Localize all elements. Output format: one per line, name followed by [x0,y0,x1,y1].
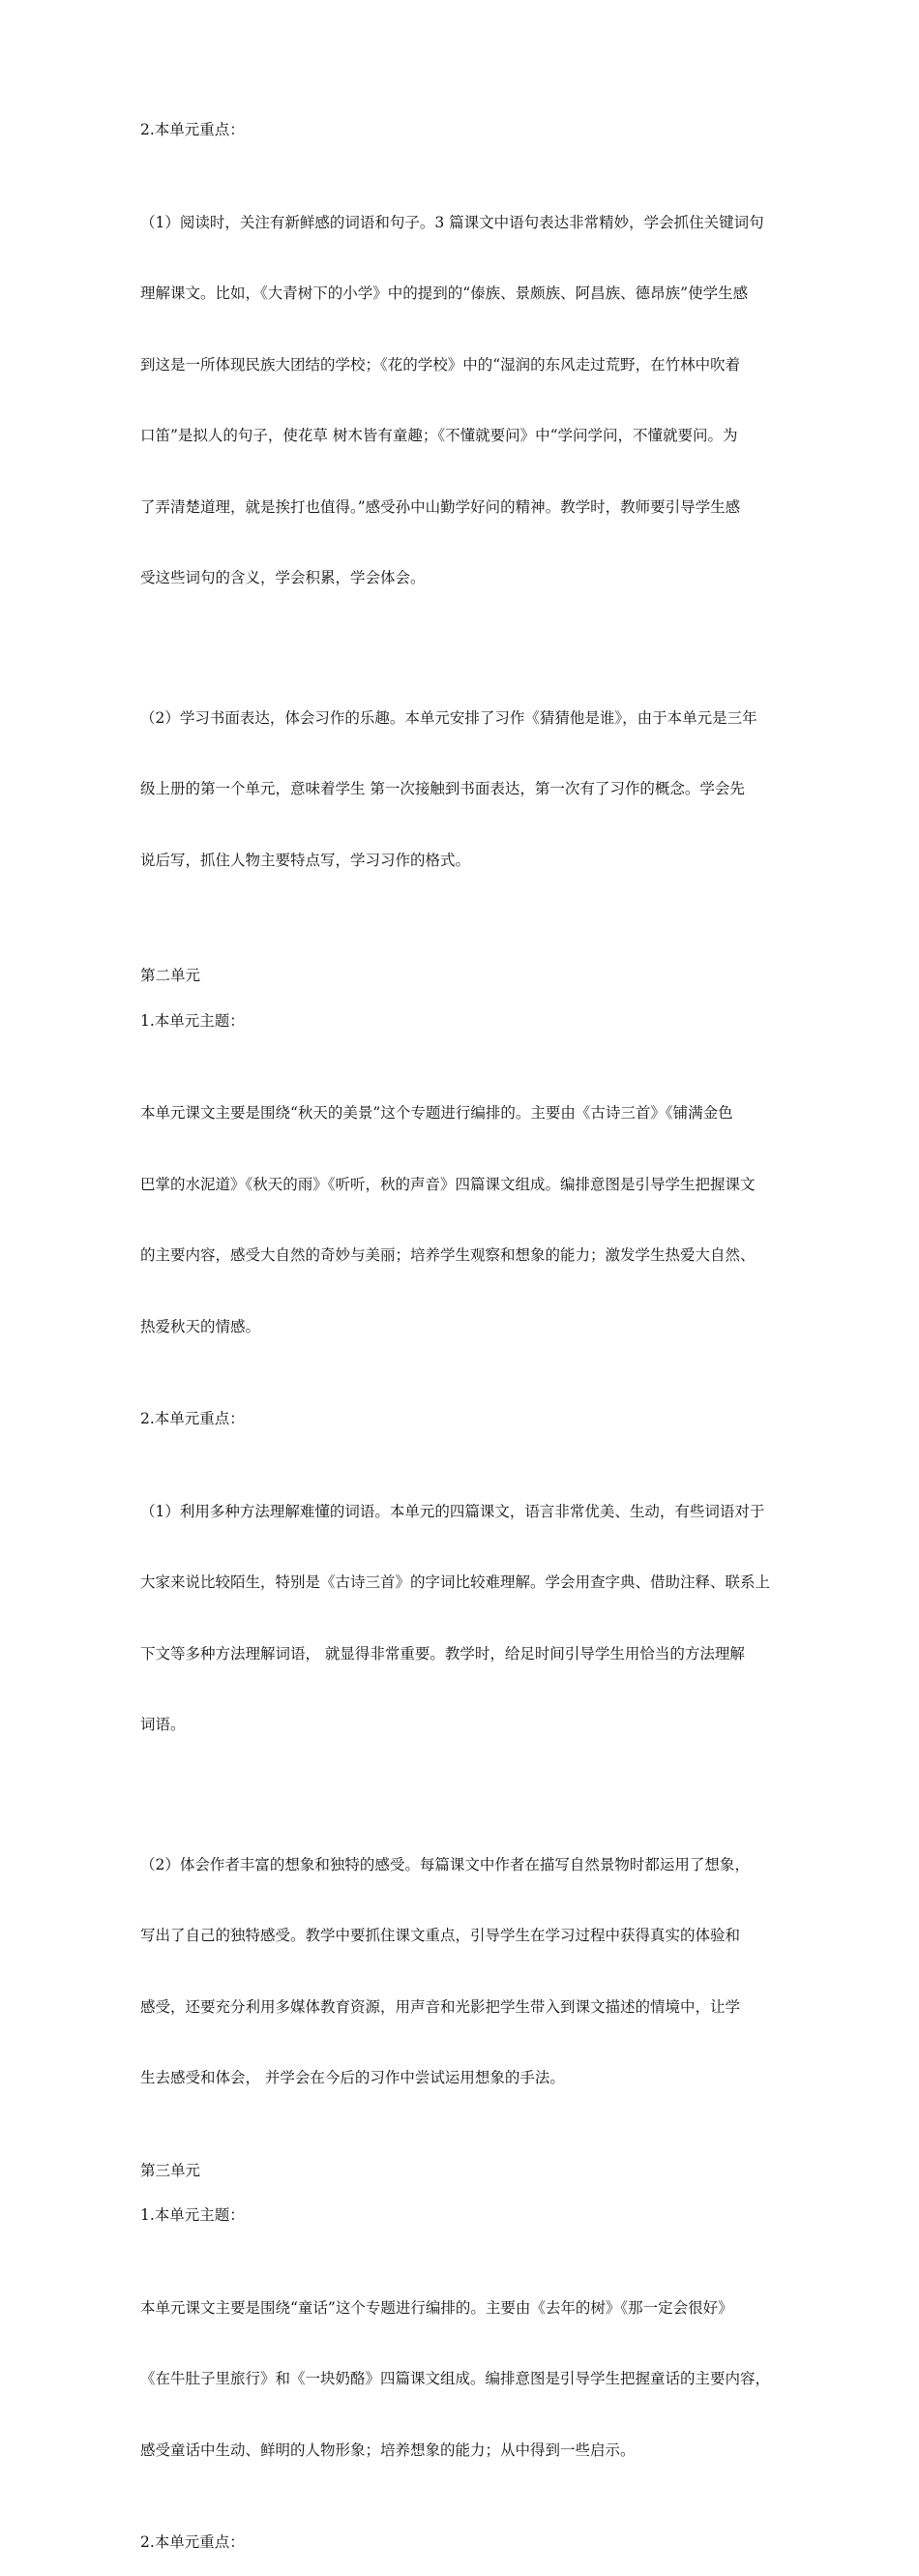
unit3-title: 第三单元 [140,2161,201,2179]
text-line: 口笛”是拟人的句子，使花草 树木皆有童趣；《不懂就要问》中“学问学问，不懂就要问。为 [140,427,738,444]
text-line: 本单元课文主要是围绕“秋天的美景”这个专题进行编排的。主要由《古诗三首》《铺满金色 [140,1104,733,1122]
unit2-theme-paragraph [140,1054,784,1386]
unit1-key-heading: 2.本单元重点： [140,121,245,138]
text-line: 到这是一所体现民族大团结的学校；《花的学校》中的“湿润的东风走过荒野，在竹林中吹着 [140,355,741,374]
text-line: 级上册的第一个单元，意味着学生 第一次接触到书面表达，第一次有了习作的概念。学会先 [140,780,745,797]
unit3-theme-heading: 1.本单元主题： [140,2206,245,2224]
text-line: 理解课文。比如，《大青树下的小学》中的提到的“傣族、景颇族、阿昌族、德昂族”使学生感 [140,285,749,302]
text-line: 说后写，抓住人物主要特点写，学习习作的格式。 [140,851,471,869]
text-line: （2）体会作者丰富的想象和独特的感受。每篇课文中作者在描写自然景物时都运用了想象， [140,1855,750,1873]
text-line: 写出了自己的独特感受。教学中要抓住课文重点，引导学生在学习过程中获得真实的体验和 [140,1927,741,1944]
text-line: 了弄清楚道理，就是挨打也值得。”感受孙中山勤学好问的精神。教学时，教师要引导学生感 [140,497,741,516]
unit1-key-point-1 [140,164,784,638]
text-line: （1）利用多种方法理解难懂的词语。本单元的四篇课文，语言非常优美、生动，有些词语对于 [140,1502,765,1520]
unit2-key-point-2 [140,1806,784,2138]
unit2-theme-heading: 1.本单元主题： [140,1011,245,1030]
text-line: 的主要内容，感受大自然的奇妙与美丽；培养学生观察和想象的能力；激发学生热爱大自然、 [140,1246,756,1264]
text-line: 《在牛肚子里旅行》和《一块奶酪》四篇课文组成。编排意图是引导学生把握童话的主要内容， [140,2370,771,2387]
text-line: 大家来说比较陌生，特别是《古诗三首》的字词比较难理解。学会用查字典、借助注释、联系上 [140,1573,771,1591]
unit3-theme-paragraph [140,2249,784,2510]
text-line: 下文等多种方法理解词语， 就显得非常重要。教学时，给足时间引导学生用恰当的方法理解 [140,1644,745,1662]
text-line: 本单元课文主要是围绕“童话”这个专题进行编排的。主要由《去年的树》《那一定会很好》 [140,2298,733,2317]
unit1-key-point-2 [140,659,784,920]
unit3-key-heading: 2.本单元重点： [140,2533,245,2551]
text-line: 词语。 [140,1716,186,1733]
text-line: 热爱秋天的情感。 [140,1317,261,1335]
unit2-key-point-1 [140,1453,784,1784]
text-line: 受这些词句的含义，学会积累，学会体会。 [140,569,426,586]
text-line: 感受童话中生动、鲜明的人物形象；培养想象的能力；从中得到一些启示。 [140,2441,636,2459]
text-line: 感受，还要充分利用多媒体教育资源，用声音和光影把学生带入到课文描述的情境中，让学 [140,1997,741,2016]
text-line: 生去感受和体会， 并学会在今后的习作中尝试运用想象的手法。 [140,2069,565,2086]
unit2-key-heading: 2.本单元重点： [140,1410,245,1427]
text-line: 巴掌的水泥道》《秋天的雨》《听听，秋的声音》四篇课文组成。编排意图是引导学生把握课文 [140,1175,756,1193]
text-line: （1）阅读时，关注有新鲜感的词语和句子。3 篇课文中语句表达非常精妙，学会抓住关键词句 [140,213,764,231]
unit2-title: 第二单元 [140,967,201,984]
text-line: （2）学习书面表达，体会习作的乐趣。本单元安排了习作《猜猜他是谁》，由于本单元是三年 [140,708,757,727]
document-page [140,118,784,2576]
